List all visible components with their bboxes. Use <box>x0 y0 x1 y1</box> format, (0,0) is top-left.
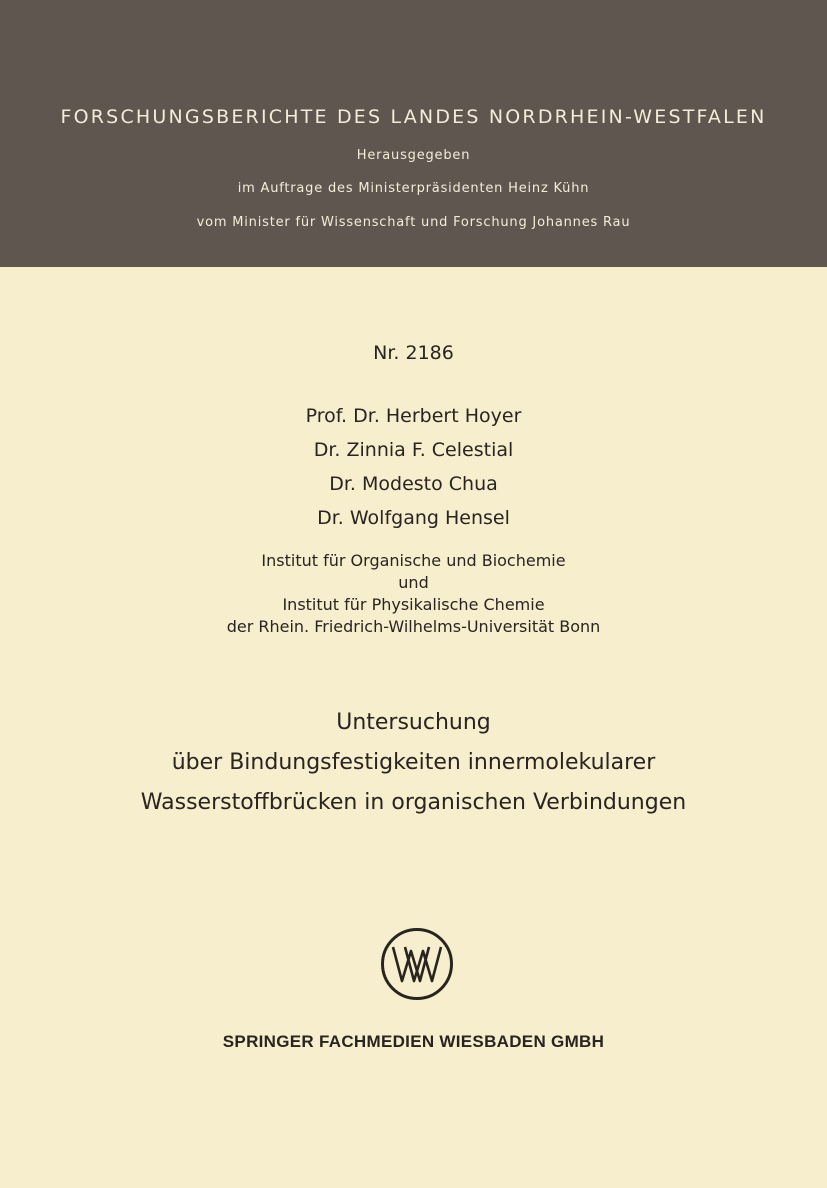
institution-2: Institut für Physikalische Chemie <box>282 595 545 614</box>
ww-publisher-logo-icon <box>380 927 454 1001</box>
title-line-3: Wasserstoffbrücken in organischen Verbindungen <box>140 790 687 815</box>
title-line-2: über Bindungsfestigkeiten innermolekularer <box>171 750 656 775</box>
editor-line: Herausgegeben <box>356 148 471 163</box>
publisher-name: SPRINGER FACHMEDIEN WIESBADEN GMBH <box>222 1032 605 1051</box>
commission-line: im Auftrage des Ministerpräsidenten Heinz Kühn <box>237 181 590 196</box>
author-3: Dr. Modesto Chua <box>329 473 498 495</box>
title-line-1: Untersuchung <box>336 710 491 735</box>
series-title: FORSCHUNGSBERICHTE DES LANDES NORDRHEIN-WESTFALEN <box>60 106 767 128</box>
university: der Rhein. Friedrich-Wilhelms-Universität Bonn <box>226 617 601 636</box>
header-band <box>0 0 827 267</box>
author-2: Dr. Zinnia F. Celestial <box>313 439 514 461</box>
author-4: Dr. Wolfgang Hensel <box>317 507 510 529</box>
report-number: Nr. 2186 <box>373 342 454 364</box>
institution-1: Institut für Organische und Biochemie <box>261 551 566 570</box>
minister-line: vom Minister für Wissenschaft und Forschung Johannes Rau <box>196 215 631 230</box>
institution-conjunction: und <box>398 573 429 592</box>
author-1: Prof. Dr. Herbert Hoyer <box>305 405 522 427</box>
